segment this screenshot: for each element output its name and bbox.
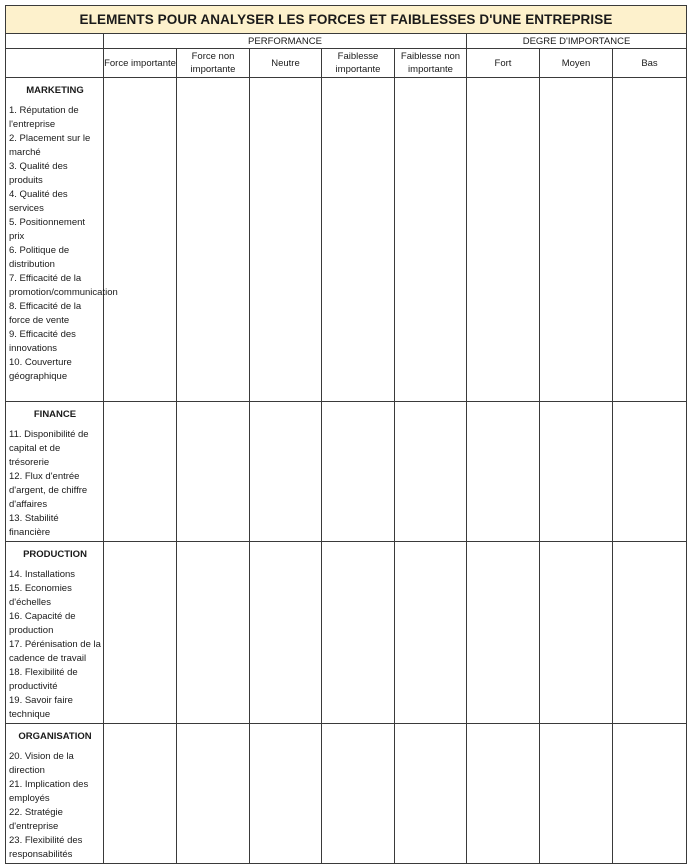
list-item: 10. Couverture géographique	[9, 357, 72, 382]
input-cell[interactable]	[250, 542, 322, 724]
section-title: PRODUCTION	[23, 549, 87, 560]
input-cell[interactable]	[395, 724, 467, 864]
list-item: 12. Flux d'entrée d'argent, de chiffre d'affaires	[9, 471, 88, 510]
performance-group-header: PERFORMANCE	[104, 34, 467, 49]
list-item: 22. Stratégie d'entreprise	[9, 807, 63, 832]
list-item: 17. Pérénisation de la cadence de travail	[9, 639, 101, 664]
input-cell[interactable]	[322, 542, 395, 724]
input-cell[interactable]	[104, 542, 177, 724]
input-cell[interactable]	[467, 542, 540, 724]
section-title: MARKETING	[26, 85, 84, 96]
input-cell[interactable]	[250, 724, 322, 864]
col-faiblesse-importante: Faiblesse importante	[322, 49, 395, 78]
list-item: 18. Flexibilité de productivité	[9, 667, 78, 692]
col-fort: Fort	[467, 49, 540, 78]
importance-group-header: DEGRE D'IMPORTANCE	[467, 34, 687, 49]
list-item: 21. Implication des employés	[9, 779, 89, 804]
section-label-finance	[6, 402, 104, 542]
corner-cell	[6, 34, 104, 49]
input-cell[interactable]	[467, 78, 540, 402]
analysis-table	[5, 5, 687, 864]
input-cell[interactable]	[395, 78, 467, 402]
section-title: FINANCE	[33, 409, 77, 420]
input-cell[interactable]	[177, 402, 250, 542]
section-title: ORGANISATION	[18, 731, 92, 742]
input-cell[interactable]	[540, 542, 613, 724]
input-cell[interactable]	[322, 78, 395, 402]
input-cell[interactable]	[322, 402, 395, 542]
list-item: 2. Placement sur le marché	[9, 133, 91, 158]
input-cell[interactable]	[104, 402, 177, 542]
input-cell[interactable]	[540, 402, 613, 542]
input-cell[interactable]	[540, 78, 613, 402]
list-item: 7. Efficacité de la promotion/communication	[9, 273, 118, 298]
list-item: 8. Efficacité de la force de vente	[9, 301, 82, 326]
list-item: 4. Qualité des services	[9, 189, 68, 214]
input-cell[interactable]	[250, 402, 322, 542]
input-cell[interactable]	[467, 724, 540, 864]
section-row-marketing	[6, 78, 687, 402]
list-item: 20. Vision de la direction	[9, 751, 74, 776]
col-force-non-importante: Force non importante	[177, 49, 250, 78]
col-faiblesse-non-importante: Faiblesse non importante	[395, 49, 467, 78]
input-cell[interactable]	[177, 78, 250, 402]
list-item: 11. Disponibilité de capital et de trésorerie	[9, 429, 89, 468]
input-cell[interactable]	[467, 402, 540, 542]
page-title: ELEMENTS POUR ANALYSER LES FORCES ET FAIBLESSES D'UNE ENTREPRISE	[6, 6, 687, 34]
input-cell[interactable]	[322, 724, 395, 864]
input-cell[interactable]	[613, 542, 687, 724]
list-item: 3. Qualité des produits	[9, 161, 68, 186]
section-row-finance	[6, 402, 687, 542]
list-item: 19. Savoir faire technique	[9, 695, 73, 720]
input-cell[interactable]	[104, 724, 177, 864]
section-row-organisation	[6, 724, 687, 864]
input-cell[interactable]	[613, 78, 687, 402]
input-cell[interactable]	[250, 78, 322, 402]
list-item: 15. Economies d'échelles	[9, 583, 72, 608]
section-label-organisation	[6, 724, 104, 864]
list-item: 5. Positionnement prix	[9, 217, 86, 242]
list-item: 16. Capacité de production	[9, 611, 76, 636]
input-cell[interactable]	[395, 402, 467, 542]
input-cell[interactable]	[177, 724, 250, 864]
input-cell[interactable]	[540, 724, 613, 864]
col-neutre: Neutre	[250, 49, 322, 78]
input-cell[interactable]	[613, 724, 687, 864]
col-force-importante: Force importante	[104, 49, 177, 78]
list-item: 23. Flexibilité des responsabilités	[9, 835, 83, 860]
list-item: 13. Stabilité financière	[9, 513, 59, 538]
col-bas: Bas	[613, 49, 687, 78]
col-moyen: Moyen	[540, 49, 613, 78]
list-item: 14. Installations	[9, 569, 76, 580]
list-item: 9. Efficacité des innovations	[9, 329, 76, 354]
list-item: 1. Réputation de l'entreprise	[9, 105, 79, 130]
corner-cell	[6, 49, 104, 78]
input-cell[interactable]	[395, 542, 467, 724]
input-cell[interactable]	[104, 78, 177, 402]
section-label-marketing	[6, 78, 118, 402]
input-cell[interactable]	[613, 402, 687, 542]
section-label-production	[6, 542, 104, 724]
list-item: 6. Politique de distribution	[9, 245, 70, 270]
section-row-production	[6, 542, 687, 724]
input-cell[interactable]	[177, 542, 250, 724]
